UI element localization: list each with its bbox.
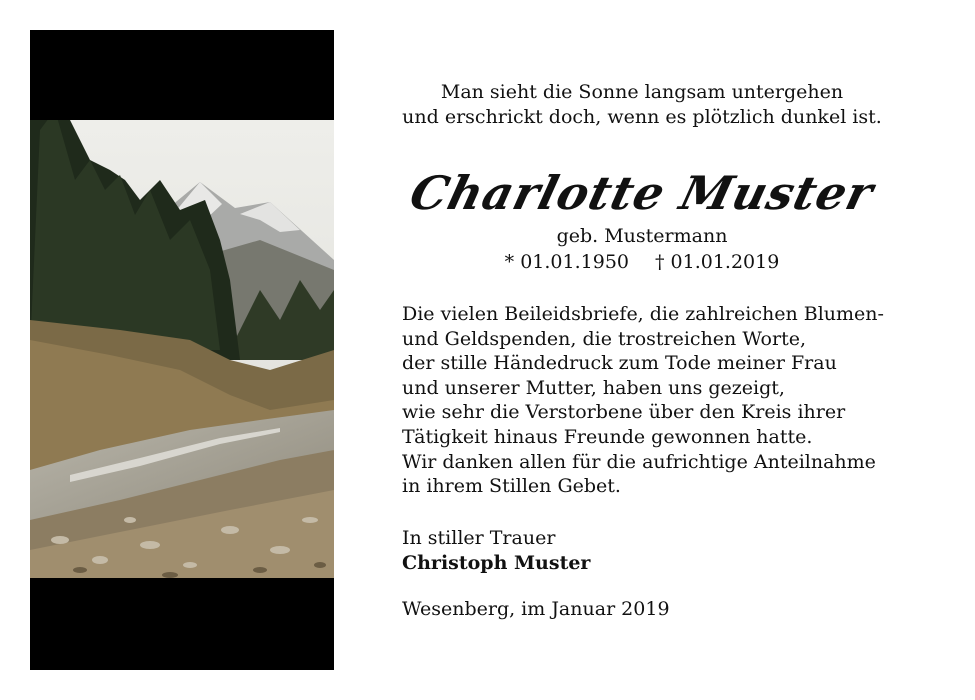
black-photo-panel xyxy=(30,30,334,670)
place-date: Wesenberg, im Januar 2019 xyxy=(402,598,670,620)
body-line: und Geldspenden, die trostreichen Worte, xyxy=(402,327,807,350)
life-dates xyxy=(372,251,912,273)
body-line: Wir danken allen für die aufrichtige Anteilnahme xyxy=(402,450,876,473)
body-line: in ihrem Stillen Gebet. xyxy=(402,475,621,498)
birth-date: * 01.01.1950 xyxy=(504,251,629,273)
signoff xyxy=(402,526,590,575)
body-line: der stille Händedruck zum Tode meiner Frau xyxy=(402,352,837,375)
maiden-name: geb. Mustermann xyxy=(556,225,728,247)
motto-line: und erschrickt doch, wenn es plötzlich dunkel ist. xyxy=(402,106,882,128)
death-date: † 01.01.2019 xyxy=(655,251,780,273)
signer-name: Christoph Muster xyxy=(402,551,591,574)
body-line: Die vielen Beileidsbriefe, die zahlreichen Blumen- xyxy=(402,303,884,325)
body-line: Tätigkeit hinaus Freunde gewonnen hatte. xyxy=(402,425,813,448)
body-line: und unserer Mutter, haben uns gezeigt, xyxy=(402,376,785,399)
signoff-intro: In stiller Trauer xyxy=(402,527,556,549)
landscape-illustration xyxy=(30,120,334,578)
thank-you-text xyxy=(402,302,902,499)
motto-line: Man sieht die Sonne langsam untergehen xyxy=(440,81,844,103)
deceased-name: Charlotte Muster xyxy=(404,166,880,220)
mountain-stream-photo xyxy=(30,120,334,578)
body-line: wie sehr die Verstorbene über den Kreis ihrer xyxy=(402,401,846,424)
motto xyxy=(372,80,912,130)
notice-text-area xyxy=(372,80,912,620)
